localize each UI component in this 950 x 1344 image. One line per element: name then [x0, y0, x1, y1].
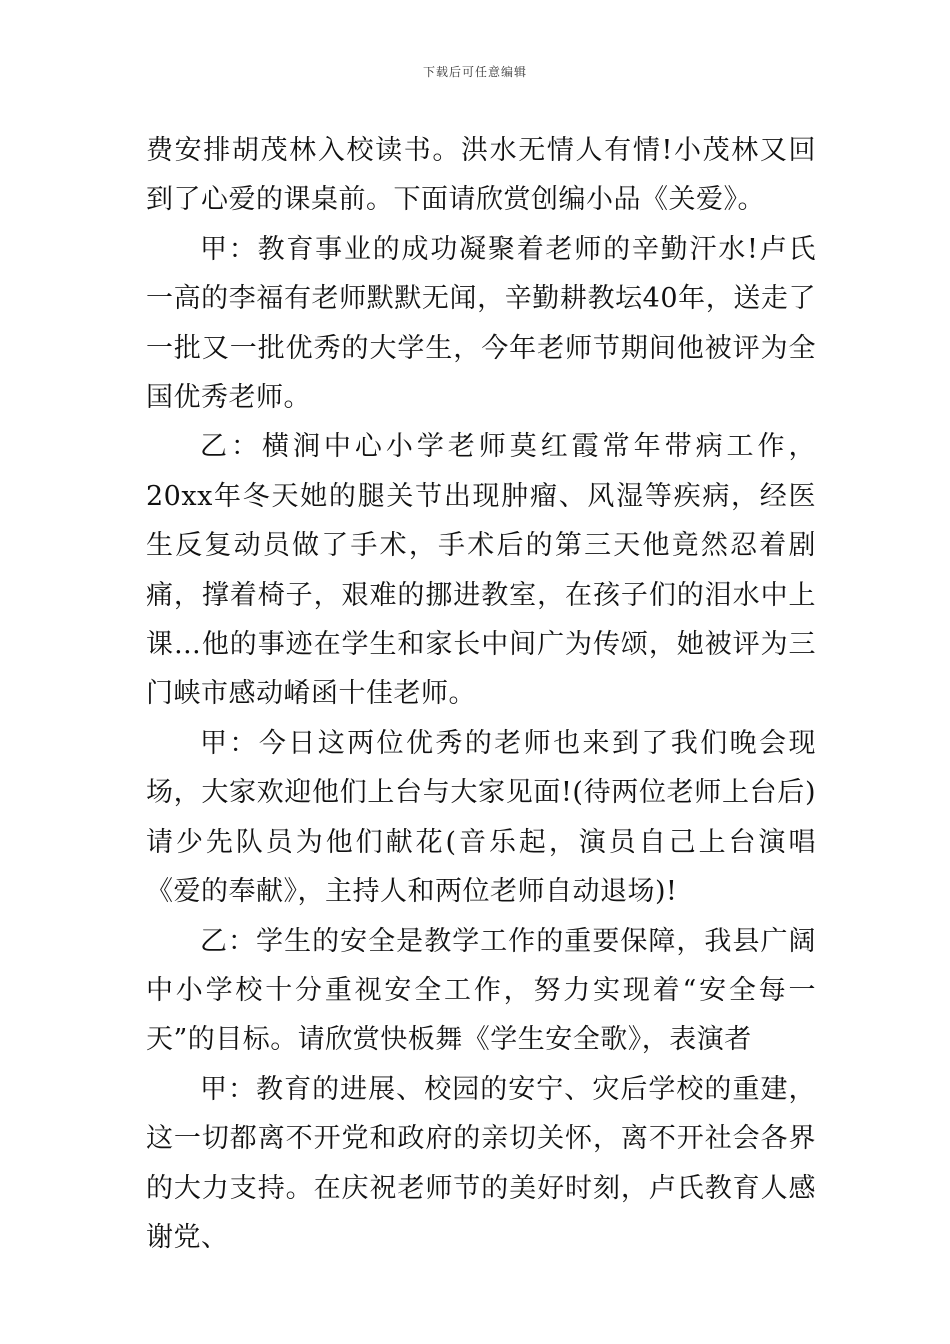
paragraph-jia-thanks: 甲：教育的进展、校园的安宁、灾后学校的重建，这一切都离不开党和政府的亲切关怀，离不开社会各界的大力支持。在庆祝老师节的美好时刻，卢氏教育人感谢党、: [146, 1073, 816, 1253]
paragraph-jia-welcome-teachers: 甲：今日这两位优秀的老师也来到了我们晚会现场，大家欢迎他们上台与大家见面!(待两位老师上台后)请少先队员为他们献花(音乐起，演员自己上台演唱《爱的奉献》，主持人和两位老师自动退场)!: [146, 727, 816, 908]
document-body: [146, 126, 816, 1262]
paragraph-jia-teacher-effort: 甲：教育事业的成功凝聚着老师的辛勤汗水!卢氏一高的李福有老师默默无闻，辛勤耕教坛40年，送走了一批又一批优秀的大学生，今年老师节期间他被评为全国优秀老师。: [146, 233, 816, 414]
page-header-caption: 下载后可任意编辑: [422, 65, 527, 79]
paragraph-yi-student-safety: 乙：学生的安全是教学工作的重要保障，我县广阔中小学校十分重视安全工作，努力实现着“安全每一天”的目标。请欣赏快板舞《学生安全歌》，表演者: [146, 925, 816, 1056]
paragraph-yi-teacher-mo: 乙：横涧中心小学老师莫红霞常年带病工作，20xx年冬天她的腿关节出现肿瘤、风湿等疾病，经医生反复动员做了手术，手术后的第三天他竟然忍着剧痛，撑着椅子，艰难的挪进教室，在孩子们的泪水中上课…他的事迹在学生和家长中间广为传颂，她被评为三门峡市感动崤函十佳老师。: [146, 431, 816, 710]
paragraph-continuation: 费安排胡茂林入校读书。洪水无情人有情!小茂林又回到了心爱的课桌前。下面请欣赏创编小品《关爱》。: [146, 135, 816, 216]
